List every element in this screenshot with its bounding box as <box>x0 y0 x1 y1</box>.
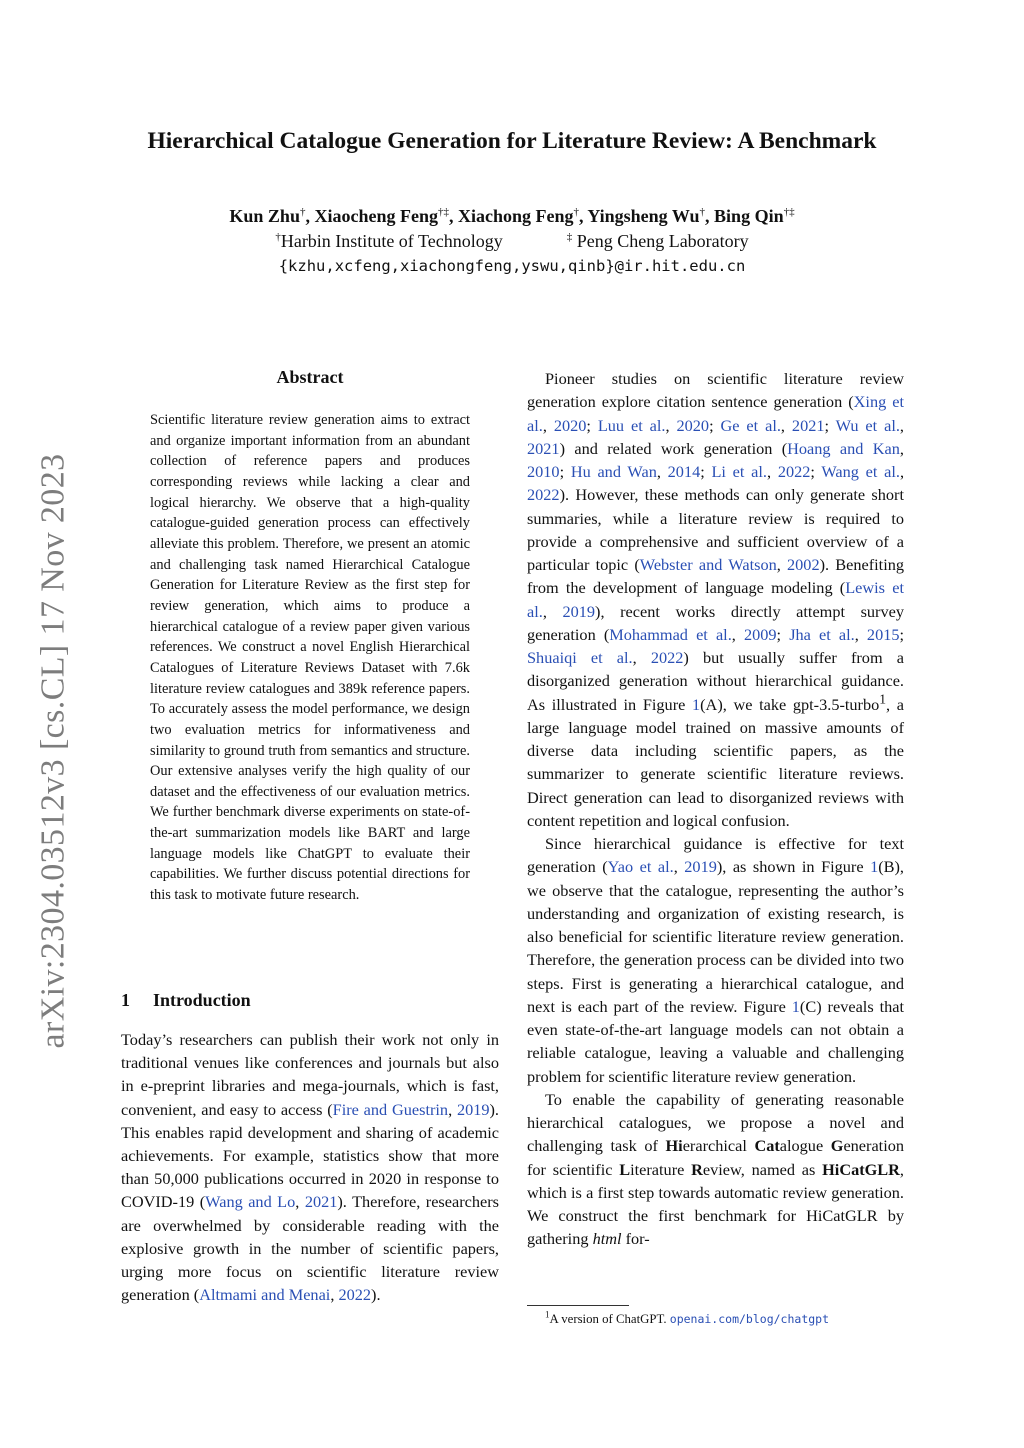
citation-link[interactable]: 2020 <box>676 415 710 435</box>
citation-link[interactable]: 1 <box>791 996 800 1016</box>
citation-link[interactable]: Webster and Watson <box>639 555 777 574</box>
author-name: Kun Zhu† <box>229 206 306 226</box>
citation-link[interactable]: 2019 <box>562 601 596 621</box>
citation-link[interactable]: 2014 <box>667 462 701 481</box>
abstract-text: Scientific literature review generation aims to extract and organize important information from an abundant collection of reference papers and produces corresponding reviews while lacking a clear and logical hierarchy. We observe that a high-quality catalogue-guided generation process can effectively alleviate this problem. Therefore, we present an atomic and challenging task named Hierarchical Catalogue Generation for Literature Review as the first step for review generation, which aims to produce a hierarchical catalogue of a review paper given various references. We construct a novel English Hierarchical Catalogues of Literature Reviews Dataset with 7.6k literature review catalogues and 389k reference papers. To accurately assess the model performance, we design two evaluation metrics for informativeness and similarity to ground truth from semantics and structure. Our extensive analyses verify the high quality of our dataset and the effectiveness of our evaluation metrics. We further benchmark diverse experiments on state-of-the-art summarization models like BART and large language models like ChatGPT to evaluate their capabilities. We further discuss potential directions for this task to motivate future research. <box>150 412 470 904</box>
citation-link[interactable]: Shuaiqi et al. <box>527 648 633 667</box>
citation-link[interactable]: 1 <box>870 857 879 877</box>
citation-link[interactable]: Jha et al. <box>789 624 855 644</box>
citation-link[interactable]: 2022 <box>527 485 560 505</box>
citation-link[interactable]: 1 <box>692 694 701 714</box>
author-name: Xiachong Feng† <box>457 206 579 226</box>
author-email: {kzhu,xcfeng,xiachongfeng,yswu,qinb}@ir.hit.edu.cn <box>278 257 746 275</box>
citation-link[interactable]: 2020 <box>553 415 587 435</box>
citation-link[interactable]: 2021 <box>527 438 560 458</box>
citation-link[interactable]: 2022 <box>650 648 684 667</box>
citation-link[interactable]: Hu and Wan <box>570 462 657 481</box>
right-column <box>527 367 904 1251</box>
citation-link[interactable]: 2015 <box>866 624 900 644</box>
author-list: Kun Zhu†, Xiaocheng Feng†‡, Xiachong Feng†, Yingsheng Wu†, Bing Qin†‡ <box>229 206 795 226</box>
citation-link[interactable]: Fire and Guestrin <box>332 1099 449 1119</box>
intro-paragraph-4: To enable the capability of generating reasonable hierarchical catalogues, we propose a novel and challenging task of Hierarchical Catalogue Generation for scientific Literature Review, named as HiCatGLR, which is a first step towards automatic review generation. We construct the first benchmark for HiCatGLR by gathering html for- <box>527 1089 905 1249</box>
citation-link[interactable]: 2022 <box>777 462 811 481</box>
intro-paragraph-2: Pioneer studies on scientific literature review generation explore citation sentence generation (Xing et al., 2020; Luu et al., 2020; Ge et al., 2021; Wu et al., 2021) and related work generation (Hoang and Kan, 2010; Hu and Wan, 2014; Li et al., 2022; Wang et al., 2022). However, these methods can only generate short summaries, while a literature review is required to provide a comprehensive and sufficient overview of a particular topic (Webster and Watson, 2002). Benefiting from the development of language modeling (Lewis et al., 2019), recent works directly attempt survey generation (Mohammad et al., 2009; Jha et al., 2015; Shuaiqi et al., 2022) but usually suffer from a disorganized generation without hierarchical guidance. As illustrated in Figure 1(A), we take gpt-3.5-turbo$^1$, a large language model trained on massive amounts of diverse data including scientific papers, as the summarizer to generate scientific literature reviews. Direct generation can lead to disorganized reviews with content repetition and logical confusion. <box>527 369 905 830</box>
citation-link[interactable]: Li et al. <box>711 462 767 481</box>
citation-link[interactable]: 2021 <box>791 415 825 435</box>
citation-link[interactable]: Wang et al. <box>821 462 900 481</box>
affiliation-hit: †Harbin Institute of Technology <box>275 231 503 251</box>
affiliation-pcl: ‡ Peng Cheng Laboratory <box>566 231 749 251</box>
citation-link[interactable]: 2010 <box>527 462 560 481</box>
author-name: Yingsheng Wu† <box>587 206 706 226</box>
citation-link[interactable]: 2021 <box>304 1192 338 1212</box>
author-name: Xiaocheng Feng†‡ <box>314 206 449 226</box>
arxiv-sidebar <box>34 445 74 1057</box>
citation-link[interactable]: Mohammad et al. <box>609 624 732 644</box>
citation-link[interactable]: Ge et al. <box>720 415 781 435</box>
footnote-link[interactable]: openai.com/blog/chatgpt <box>669 1312 830 1326</box>
citation-link[interactable]: 2009 <box>743 624 777 644</box>
section-heading-introduction <box>121 990 499 1011</box>
footnote: $^1$A version of ChatGPT. openai.com/blog/chatgpt <box>545 1309 830 1326</box>
affiliations <box>0 231 1024 252</box>
paper-title: Hierarchical Catalogue Generation for Literature Review: A Benchmark <box>147 128 877 154</box>
citation-link[interactable]: Wang and Lo <box>205 1192 296 1212</box>
citation-link[interactable]: Altmami and Menai <box>199 1285 331 1305</box>
citation-link[interactable]: 2019 <box>456 1099 490 1119</box>
citation-link[interactable]: Luu et al. <box>597 415 666 435</box>
abstract-heading: Abstract <box>276 367 344 387</box>
citation-link[interactable]: 2002 <box>787 555 820 574</box>
citation-link[interactable]: 2022 <box>338 1285 372 1305</box>
citation-link[interactable]: Xing et al. <box>527 392 904 435</box>
footnote-rule <box>527 1305 629 1306</box>
intro-paragraph-3: Since hierarchical guidance is effective for text generation (Yao et al., 2019), as shown in Figure 1(B), we observe that the catalogue, representing the author’s understanding and organization of existing research, is also beneficial for scientific literature review generation. Therefore, the generation process can be divided into two steps. First is generating a hierarchical catalogue, and next is each part of the review. Figure 1(C) reveals that even state-of-the-art language models can not obtain a reliable catalogue, leaving a valuable and challenging problem for scientific literature review generation. <box>527 834 905 1086</box>
citation-link[interactable]: 2019 <box>684 857 717 877</box>
citation-link[interactable]: Lewis et al. <box>527 578 904 621</box>
section-number: 1 <box>121 990 130 1010</box>
intro-paragraph-1: Today’s researchers can publish their work not only in traditional venues like conferences and journals but also in e-preprint libraries and mega-journals, which is fast, convenient, and easy to access (Fire and Guestrin, 2019). This enables rapid development and sharing of academic achievements. For example, statistics show that more than 50,000 publications occurred in 2020 in response to COVID-19 (Wang and Lo, 2021). Therefore, researchers are overwhelmed by considerable reading with the explosive growth in the number of scientific papers, urging more focus on scientific literature review generation (Altmami and Menai, 2022). <box>121 1030 500 1305</box>
arxiv-identifier: arXiv:2304.03512v3 [cs.CL] 17 Nov 2023 <box>35 453 72 1049</box>
citation-link[interactable]: Wu et al. <box>835 415 900 435</box>
author-name: Bing Qin†‡ <box>714 206 795 226</box>
citation-link[interactable]: Hoang and Kan <box>787 438 900 458</box>
section-title: Introduction <box>153 990 251 1010</box>
citation-link[interactable]: Yao et al. <box>607 857 674 877</box>
